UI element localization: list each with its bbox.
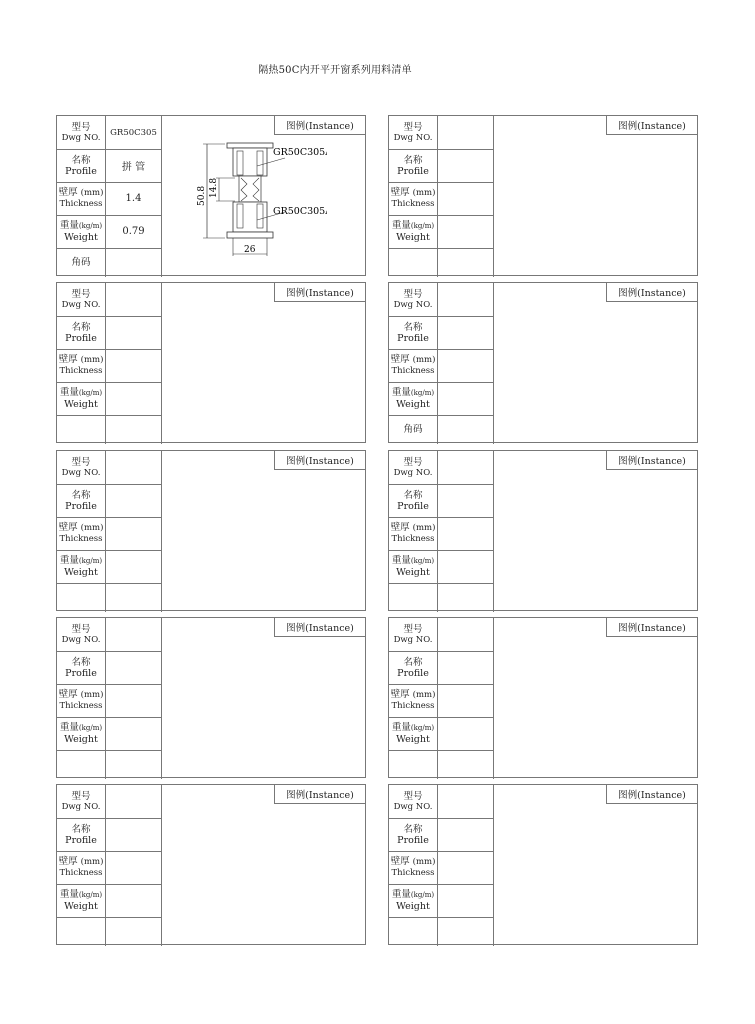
row-divider: [57, 248, 162, 249]
weight-label-en: Weight: [396, 567, 430, 578]
field-label: [389, 684, 438, 717]
field-label: [57, 116, 106, 149]
thickness-unit: (mm): [412, 355, 436, 365]
field-label: [57, 517, 106, 550]
weight-unit: (kg/m): [78, 222, 103, 230]
weight-label-en: Weight: [64, 901, 98, 912]
thickness-unit: (mm): [412, 857, 436, 867]
thickness-unit: (mm): [80, 523, 104, 533]
profile-label-cn: 名称: [71, 823, 91, 835]
row-divider: [57, 917, 162, 918]
instance-label: 图例(Instance): [606, 785, 697, 804]
row-divider: [389, 248, 494, 249]
thickness-value: [106, 349, 162, 382]
thickness-value: [438, 851, 494, 884]
weight-unit: (kg/m): [410, 389, 435, 397]
field-label: [57, 451, 106, 484]
dwg-label-en: Dwg NO.: [61, 634, 101, 645]
profile-label-en: Profile: [397, 667, 429, 679]
material-card: [56, 784, 366, 945]
field-label: [389, 750, 438, 779]
row-divider: [57, 550, 162, 551]
field-label: [57, 684, 106, 717]
profile-label-en: Profile: [65, 834, 97, 846]
row-divider: [389, 316, 494, 317]
row-divider: [57, 651, 162, 652]
dwg-label-en: Dwg NO.: [61, 132, 101, 143]
row-divider: [389, 550, 494, 551]
thickness-label-en: Thickness: [59, 366, 103, 376]
profile-label-cn: 名称: [403, 489, 423, 501]
weight-unit: (kg/m): [78, 891, 103, 899]
thickness-label-en: Thickness: [59, 868, 103, 878]
field-label: [389, 283, 438, 316]
field-label: [57, 651, 106, 684]
callout-bottom-label: GR50C305A: [273, 206, 327, 217]
instance-label: 图例(Instance): [274, 283, 365, 302]
profile-label-cn: 名称: [71, 154, 91, 166]
weight-label-en: Weight: [396, 901, 430, 912]
weight-label-en: Weight: [396, 232, 430, 243]
material-card: [56, 450, 366, 611]
row-divider: [57, 215, 162, 216]
weight-value: [106, 884, 162, 917]
row-divider: [57, 717, 162, 718]
field-label: [57, 382, 106, 415]
profile-label-cn: 名称: [403, 823, 423, 835]
weight-unit: (kg/m): [410, 724, 435, 732]
profile-drawing: [187, 138, 327, 267]
row-divider: [57, 182, 162, 183]
field-label: [57, 818, 106, 851]
profile-label-en: Profile: [397, 834, 429, 846]
row-divider: [389, 415, 494, 416]
row-divider: [389, 349, 494, 350]
profile-value: [106, 484, 162, 517]
material-card: [388, 450, 698, 611]
thickness-value: [438, 517, 494, 550]
dwg-value: [438, 785, 494, 818]
field-label: [389, 349, 438, 382]
dwg-value: GR50C305: [106, 116, 162, 149]
row-divider: [389, 182, 494, 183]
corner-label: 角码: [71, 257, 91, 268]
profile-label-en: Profile: [397, 165, 429, 177]
field-label: [57, 550, 106, 583]
thickness-unit: (mm): [412, 690, 436, 700]
row-divider: [389, 382, 494, 383]
dim-width-label: 26: [244, 245, 256, 255]
profile-value: [106, 651, 162, 684]
field-label: [57, 785, 106, 818]
weight-unit: (kg/m): [78, 724, 103, 732]
dwg-label-en: Dwg NO.: [393, 132, 433, 143]
dwg-label-cn: 型号: [71, 623, 91, 635]
document-title: 隔热50C内开平开窗系列用料清单: [258, 65, 412, 76]
dwg-label-cn: 型号: [403, 288, 423, 300]
profile-cross-section-svg: [187, 138, 327, 263]
profile-value: [438, 818, 494, 851]
weight-value: [438, 382, 494, 415]
row-divider: [389, 750, 494, 751]
row-divider: [57, 382, 162, 383]
row-divider: [57, 517, 162, 518]
thickness-unit: (mm): [80, 188, 104, 198]
field-label: [57, 283, 106, 316]
corner-value: [106, 750, 162, 779]
material-card: [56, 115, 366, 276]
instance-label: 图例(Instance): [606, 283, 697, 302]
thickness-label-cn: 壁厚: [390, 354, 410, 365]
field-label: [389, 884, 438, 917]
weight-label-cn: 重量: [59, 220, 79, 231]
field-label: [389, 116, 438, 149]
field-label: [389, 785, 438, 818]
dwg-label-cn: 型号: [403, 623, 423, 635]
thickness-value: 1.4: [106, 182, 162, 215]
field-label: [57, 149, 106, 182]
dwg-label-cn: 型号: [71, 288, 91, 300]
thickness-label-en: Thickness: [59, 199, 103, 209]
weight-label-cn: 重量: [391, 220, 411, 231]
thickness-unit: (mm): [412, 523, 436, 533]
dwg-value: [106, 451, 162, 484]
weight-value: [106, 717, 162, 750]
row-divider: [389, 149, 494, 150]
weight-value: 0.79: [106, 215, 162, 248]
thickness-value: [438, 182, 494, 215]
row-divider: [389, 583, 494, 584]
instance-label: 图例(Instance): [606, 618, 697, 637]
weight-label-cn: 重量: [391, 889, 411, 900]
field-label: [389, 316, 438, 349]
field-label: [389, 415, 438, 444]
weight-label-en: Weight: [64, 734, 98, 745]
profile-label-en: Profile: [65, 332, 97, 344]
corner-value: [106, 917, 162, 946]
row-divider: [57, 851, 162, 852]
instance-label: 图例(Instance): [606, 116, 697, 135]
corner-label: 角码: [403, 424, 423, 435]
dwg-value: [106, 618, 162, 651]
row-divider: [389, 215, 494, 216]
field-label: [57, 215, 106, 248]
thickness-label-cn: 壁厚: [390, 856, 410, 867]
weight-unit: (kg/m): [410, 891, 435, 899]
profile-label-cn: 名称: [403, 154, 423, 166]
profile-value: [438, 651, 494, 684]
field-label: [57, 248, 106, 277]
thickness-value: [106, 517, 162, 550]
field-label: [389, 451, 438, 484]
weight-value: [438, 884, 494, 917]
field-label: [389, 248, 438, 277]
field-label: [389, 583, 438, 612]
thickness-label-cn: 壁厚: [58, 354, 78, 365]
thickness-label-en: Thickness: [391, 366, 435, 376]
thickness-label-cn: 壁厚: [58, 187, 78, 198]
dwg-value: [106, 283, 162, 316]
weight-value: [438, 550, 494, 583]
thickness-unit: (mm): [80, 857, 104, 867]
dwg-label-cn: 型号: [71, 456, 91, 468]
instance-label: 图例(Instance): [274, 785, 365, 804]
weight-unit: (kg/m): [78, 389, 103, 397]
thickness-unit: (mm): [80, 690, 104, 700]
field-label: [389, 651, 438, 684]
row-divider: [57, 750, 162, 751]
field-label: [57, 717, 106, 750]
dim-height-label: 50.8: [197, 185, 207, 206]
field-label: [57, 182, 106, 215]
profile-value: [438, 316, 494, 349]
field-label: [389, 484, 438, 517]
thickness-label-en: Thickness: [391, 534, 435, 544]
profile-label-en: Profile: [397, 500, 429, 512]
weight-label-cn: 重量: [59, 555, 79, 566]
thickness-label-en: Thickness: [59, 701, 103, 711]
row-divider: [57, 415, 162, 416]
weight-label-en: Weight: [64, 567, 98, 578]
thickness-value: [438, 684, 494, 717]
weight-label-cn: 重量: [59, 387, 79, 398]
thickness-label-en: Thickness: [391, 199, 435, 209]
dwg-label-cn: 型号: [403, 790, 423, 802]
row-divider: [57, 818, 162, 819]
profile-label-cn: 名称: [403, 321, 423, 333]
dwg-label-en: Dwg NO.: [393, 634, 433, 645]
profile-label-cn: 名称: [71, 489, 91, 501]
thickness-label-cn: 壁厚: [390, 522, 410, 533]
instance-label: 图例(Instance): [274, 116, 365, 135]
weight-label-cn: 重量: [59, 722, 79, 733]
material-card: [388, 282, 698, 443]
dwg-label-en: Dwg NO.: [61, 299, 101, 310]
dwg-label-cn: 型号: [403, 121, 423, 133]
field-label: [57, 851, 106, 884]
row-divider: [389, 484, 494, 485]
row-divider: [57, 484, 162, 485]
profile-value: [106, 818, 162, 851]
profile-value: [438, 484, 494, 517]
profile-label-cn: 名称: [71, 656, 91, 668]
corner-value: [438, 248, 494, 277]
dwg-value: [438, 618, 494, 651]
field-label: [389, 851, 438, 884]
thickness-label-cn: 壁厚: [390, 187, 410, 198]
thickness-unit: (mm): [412, 188, 436, 198]
weight-label-en: Weight: [64, 232, 98, 243]
field-label: [57, 415, 106, 444]
weight-label-cn: 重量: [391, 722, 411, 733]
dwg-label-en: Dwg NO.: [61, 801, 101, 812]
field-label: [389, 917, 438, 946]
row-divider: [57, 884, 162, 885]
thickness-label-en: Thickness: [59, 534, 103, 544]
field-label: [57, 618, 106, 651]
profile-label-en: Profile: [65, 165, 97, 177]
dwg-label-cn: 型号: [71, 790, 91, 802]
row-divider: [389, 517, 494, 518]
field-label: [389, 382, 438, 415]
profile-value: [106, 316, 162, 349]
thickness-label-cn: 壁厚: [58, 689, 78, 700]
weight-value: [106, 382, 162, 415]
thickness-label-cn: 壁厚: [58, 522, 78, 533]
field-label: [57, 917, 106, 946]
field-label: [389, 517, 438, 550]
dwg-label-en: Dwg NO.: [393, 467, 433, 478]
dwg-label-en: Dwg NO.: [393, 299, 433, 310]
profile-label-en: Profile: [65, 500, 97, 512]
profile-value: [438, 149, 494, 182]
row-divider: [389, 917, 494, 918]
thickness-unit: (mm): [80, 355, 104, 365]
weight-unit: (kg/m): [410, 222, 435, 230]
thickness-value: [106, 684, 162, 717]
thickness-label-en: Thickness: [391, 868, 435, 878]
material-card: [388, 115, 698, 276]
thickness-label-en: Thickness: [391, 701, 435, 711]
row-divider: [389, 818, 494, 819]
weight-value: [438, 215, 494, 248]
field-label: [389, 717, 438, 750]
field-label: [57, 316, 106, 349]
field-label: [57, 750, 106, 779]
field-label: [57, 884, 106, 917]
field-label: [389, 149, 438, 182]
corner-value: [438, 415, 494, 444]
corner-value: [438, 917, 494, 946]
profile-label-cn: 名称: [71, 321, 91, 333]
dim-inner-label: 14.8: [209, 177, 219, 198]
row-divider: [57, 316, 162, 317]
weight-label-en: Weight: [396, 399, 430, 410]
thickness-label-cn: 壁厚: [390, 689, 410, 700]
weight-value: [106, 550, 162, 583]
callout-top-label: GR50C305A: [273, 147, 327, 158]
dwg-value: [438, 116, 494, 149]
thickness-label-cn: 壁厚: [58, 856, 78, 867]
profile-value: 拼 管: [106, 149, 162, 182]
thickness-value: [106, 851, 162, 884]
profile-label-cn: 名称: [403, 656, 423, 668]
instance-label: 图例(Instance): [274, 618, 365, 637]
row-divider: [57, 349, 162, 350]
row-divider: [57, 684, 162, 685]
field-label: [57, 583, 106, 612]
thickness-value: [438, 349, 494, 382]
weight-value: [438, 717, 494, 750]
field-label: [57, 349, 106, 382]
profile-label-en: Profile: [397, 332, 429, 344]
instance-label: 图例(Instance): [606, 451, 697, 470]
dwg-label-cn: 型号: [403, 456, 423, 468]
weight-unit: (kg/m): [78, 557, 103, 565]
corner-value: [438, 750, 494, 779]
material-card: [56, 617, 366, 778]
dwg-value: [106, 785, 162, 818]
field-label: [389, 618, 438, 651]
corner-value: [106, 248, 162, 277]
corner-value: [438, 583, 494, 612]
dwg-value: [438, 451, 494, 484]
dwg-label-en: Dwg NO.: [61, 467, 101, 478]
weight-label-cn: 重量: [391, 387, 411, 398]
field-label: [57, 484, 106, 517]
row-divider: [389, 717, 494, 718]
field-label: [389, 182, 438, 215]
weight-label-en: Weight: [64, 399, 98, 410]
weight-label-en: Weight: [396, 734, 430, 745]
dwg-label-cn: 型号: [71, 121, 91, 133]
material-card: [388, 617, 698, 778]
dwg-label-en: Dwg NO.: [393, 801, 433, 812]
row-divider: [389, 884, 494, 885]
row-divider: [389, 651, 494, 652]
dwg-value: [438, 283, 494, 316]
material-card: [388, 784, 698, 945]
row-divider: [57, 583, 162, 584]
weight-unit: (kg/m): [410, 557, 435, 565]
profile-label-en: Profile: [65, 667, 97, 679]
corner-value: [106, 415, 162, 444]
instance-label: 图例(Instance): [274, 451, 365, 470]
material-card: [56, 282, 366, 443]
field-label: [389, 818, 438, 851]
weight-label-cn: 重量: [391, 555, 411, 566]
field-label: [389, 550, 438, 583]
corner-value: [106, 583, 162, 612]
weight-label-cn: 重量: [59, 889, 79, 900]
field-label: [389, 215, 438, 248]
row-divider: [389, 684, 494, 685]
row-divider: [57, 149, 162, 150]
row-divider: [389, 851, 494, 852]
